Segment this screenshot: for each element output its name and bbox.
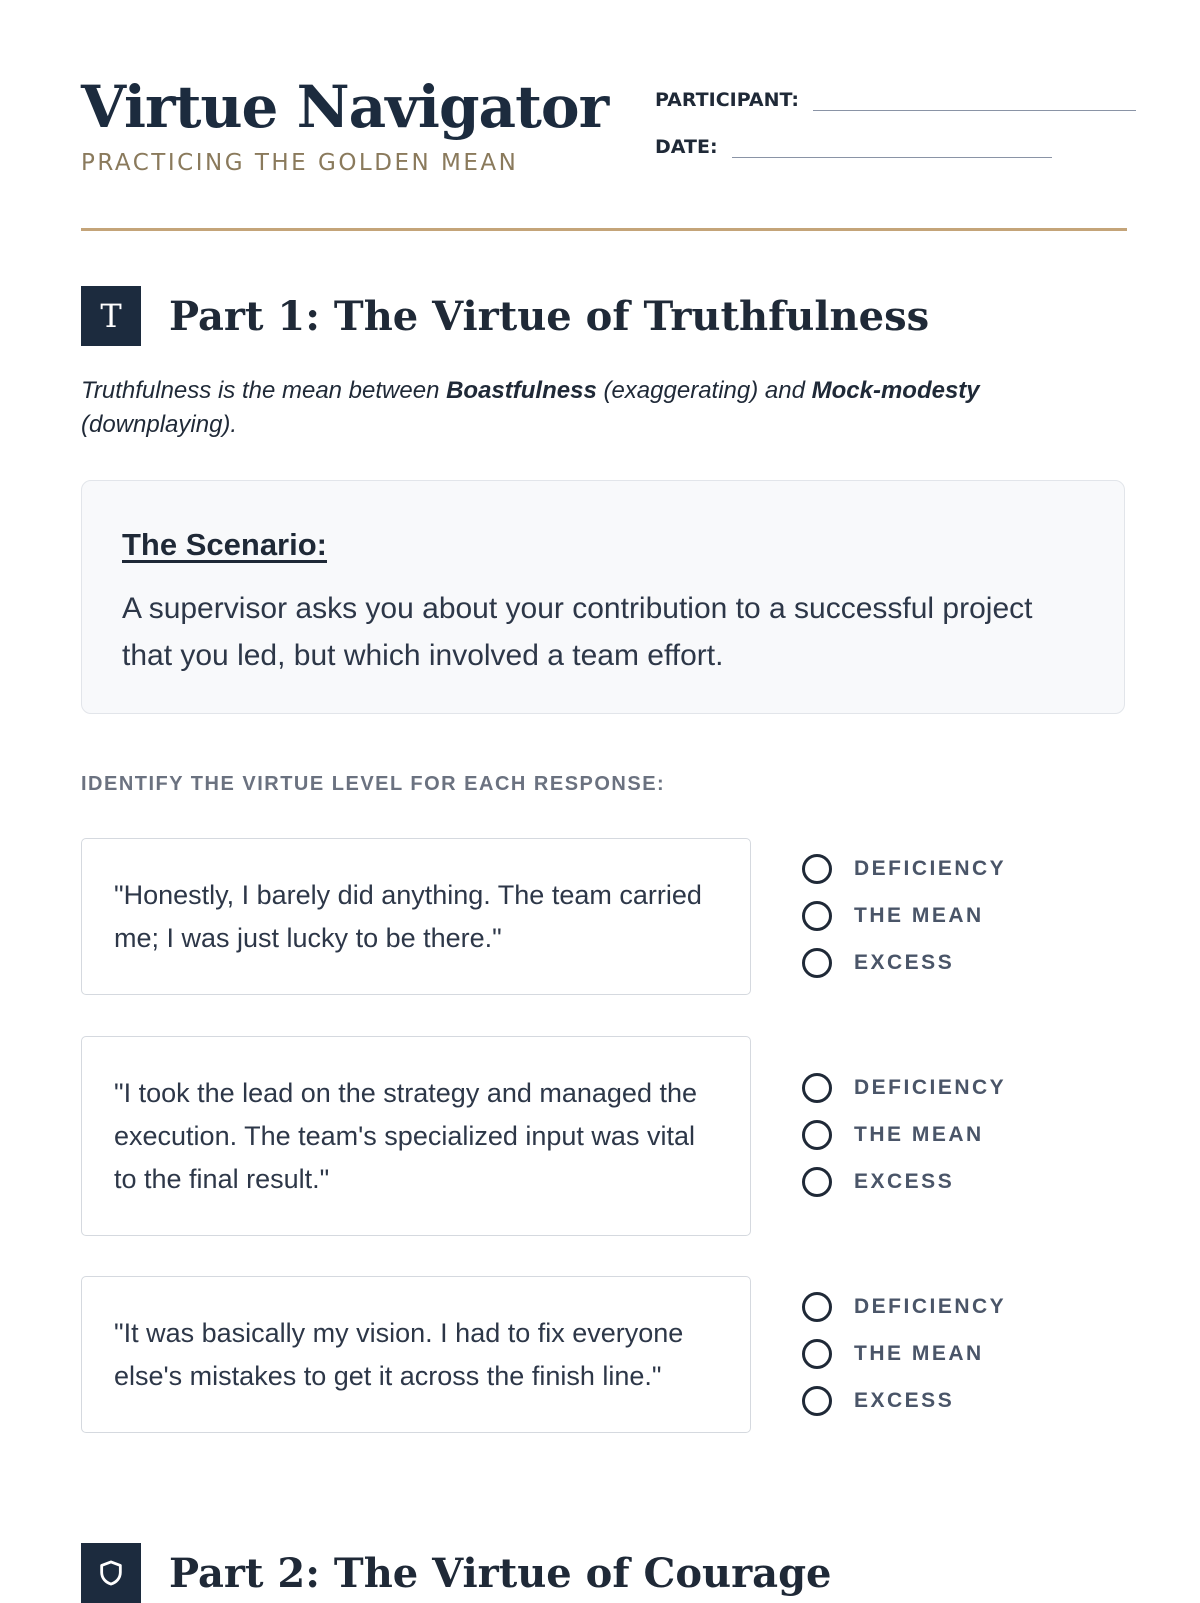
part1-title: Part 1: The Virtue of Truthfulness	[169, 292, 930, 340]
radio-icon[interactable]	[802, 1120, 832, 1150]
worksheet-header	[81, 73, 609, 176]
response-options-3	[802, 1283, 1006, 1424]
part2-title: Part 2: The Virtue of Courage	[169, 1549, 832, 1597]
date-field[interactable]	[655, 133, 1052, 158]
part2-heading	[81, 1543, 832, 1603]
part1-intro	[81, 374, 1121, 442]
option-label: DEFICIENCY	[854, 1075, 1007, 1099]
instruction-label: IDENTIFY THE VIRTUE LEVEL FOR EACH RESPONSE:	[81, 773, 666, 795]
response-card-1	[81, 838, 751, 995]
option-deficiency-3[interactable]	[802, 1283, 1006, 1330]
response-options-2	[802, 1064, 1006, 1205]
option-deficiency-2[interactable]	[802, 1064, 1006, 1111]
header-divider	[81, 228, 1127, 231]
option-mean-2[interactable]	[802, 1111, 1006, 1158]
scenario-box	[81, 480, 1125, 714]
scenario-text: A supervisor asks you about your contribution to a successful project that you led, but which involved a team effort.	[122, 592, 1033, 672]
option-excess-1[interactable]	[802, 939, 1006, 986]
intro-term-boastfulness: Boastfulness	[446, 377, 597, 404]
page-subtitle: PRACTICING THE GOLDEN MEAN	[81, 150, 519, 176]
option-label: EXCESS	[854, 1388, 955, 1412]
participant-line[interactable]	[813, 86, 1136, 111]
option-label: THE MEAN	[854, 1122, 984, 1146]
intro-term-mock-modesty: Mock-modesty	[811, 377, 980, 404]
radio-icon[interactable]	[802, 1339, 832, 1369]
option-label: THE MEAN	[854, 1341, 984, 1365]
option-excess-3[interactable]	[802, 1377, 1006, 1424]
radio-icon[interactable]	[802, 948, 832, 978]
response-text-1: "Honestly, I barely did anything. The team carried me; I was just lucky to be there."	[114, 879, 702, 953]
option-label: DEFICIENCY	[854, 856, 1007, 880]
radio-icon[interactable]	[802, 1386, 832, 1416]
option-label: THE MEAN	[854, 903, 984, 927]
option-label: DEFICIENCY	[854, 1294, 1007, 1318]
radio-icon[interactable]	[802, 854, 832, 884]
date-label: DATE:	[655, 136, 718, 158]
response-text-2: "I took the lead on the strategy and managed the execution. The team's specialized input was vital to the final result."	[114, 1077, 697, 1194]
radio-icon[interactable]	[802, 1167, 832, 1197]
intro-suffix: (downplaying).	[81, 411, 238, 438]
page-title: Virtue Navigator	[81, 73, 609, 141]
option-label: EXCESS	[854, 950, 955, 974]
radio-icon[interactable]	[802, 901, 832, 931]
response-card-2	[81, 1036, 751, 1236]
option-excess-2[interactable]	[802, 1158, 1006, 1205]
response-text-3: "It was basically my vision. I had to fix everyone else's mistakes to get it across the finish line."	[114, 1317, 684, 1391]
scenario-title: The Scenario:	[122, 527, 327, 562]
intro-prefix: Truthfulness is the mean between	[81, 377, 447, 404]
part1-badge: T	[81, 286, 141, 346]
shield-icon	[81, 1543, 141, 1603]
radio-icon[interactable]	[802, 1073, 832, 1103]
option-mean-1[interactable]	[802, 892, 1006, 939]
participant-label: PARTICIPANT:	[655, 89, 800, 111]
option-mean-3[interactable]	[802, 1330, 1006, 1377]
response-card-3	[81, 1276, 751, 1433]
part1-heading	[81, 286, 929, 346]
option-label: EXCESS	[854, 1169, 955, 1193]
intro-middle: (exaggerating) and	[596, 377, 812, 404]
response-options-1	[802, 845, 1006, 986]
participant-field[interactable]	[655, 86, 1136, 111]
option-deficiency-1[interactable]	[802, 845, 1006, 892]
radio-icon[interactable]	[802, 1292, 832, 1322]
date-line[interactable]	[732, 133, 1052, 158]
